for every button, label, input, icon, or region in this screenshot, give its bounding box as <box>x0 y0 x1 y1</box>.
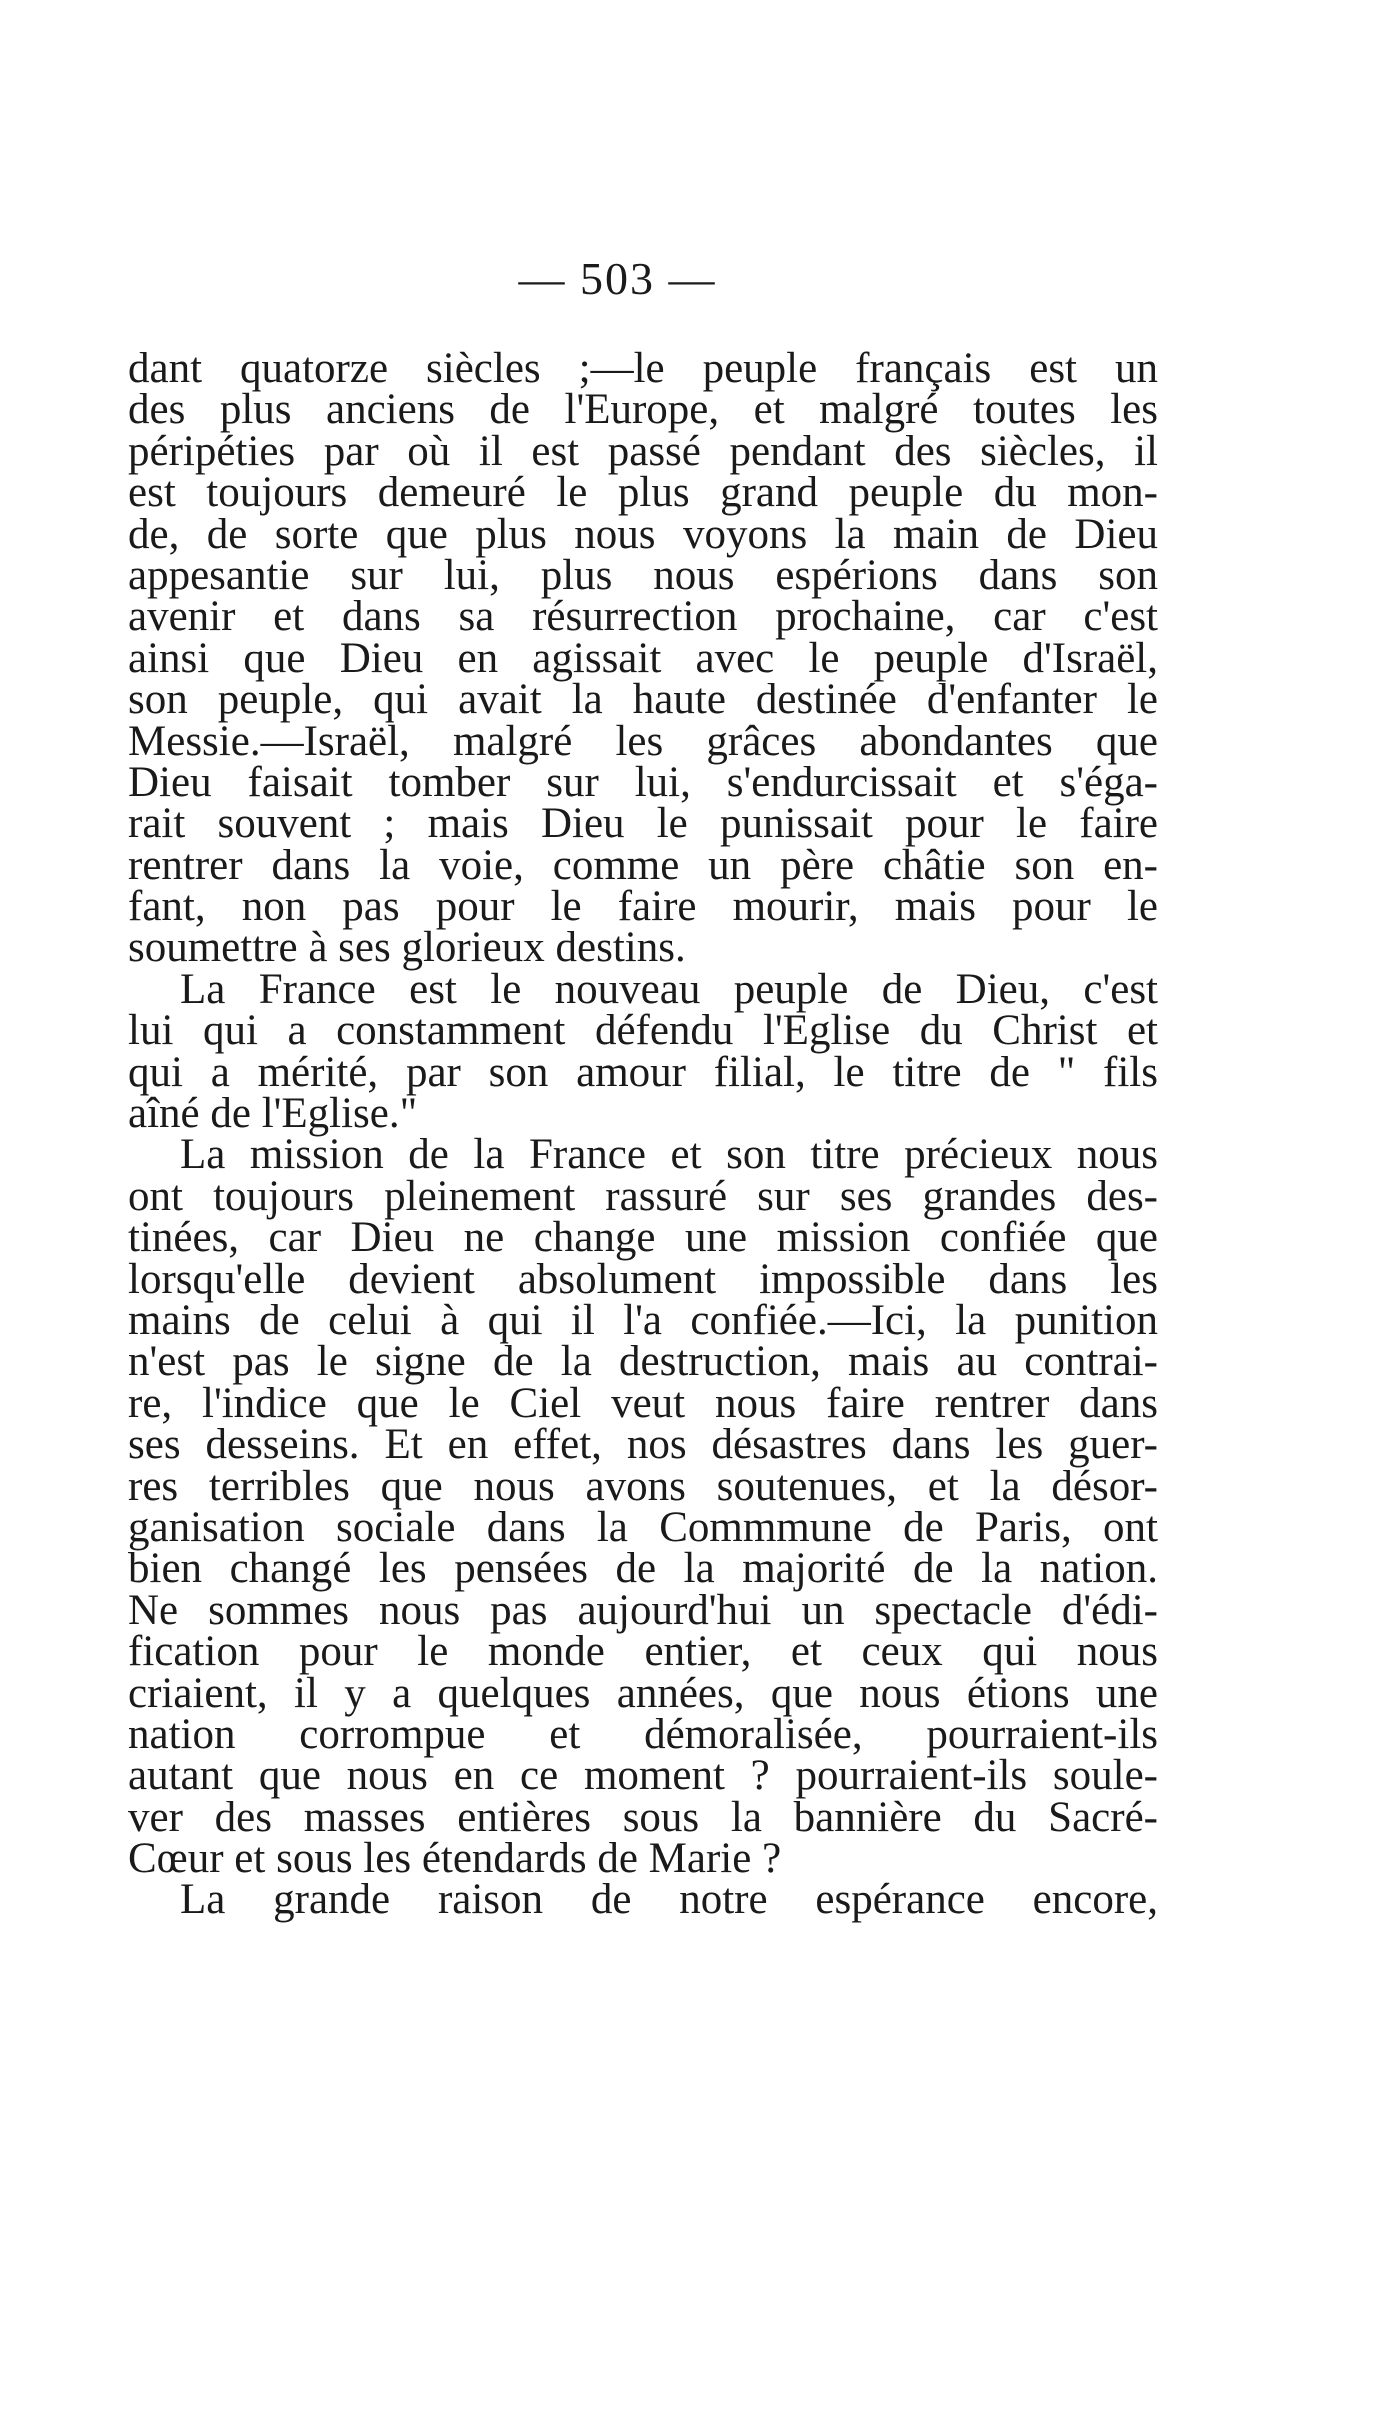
text-line: re, l'indice que le Ciel veut nous faire rentrer dans <box>128 1379 1158 1427</box>
text-line: des plus anciens de l'Europe, et malgré toutes les <box>128 386 1158 434</box>
text-line: tinées, car Dieu ne change une mission confiée que <box>128 1214 1158 1262</box>
text-line: aîné de l'Eglise." <box>128 1090 418 1138</box>
text-line: rentrer dans la voie, comme un père châtie son en- <box>128 841 1158 889</box>
text-line: de, de sorte que plus nous voyons la main de Dieu <box>128 510 1158 558</box>
text-line: est toujours demeuré le plus grand peuple du mon- <box>128 469 1158 517</box>
text-line: ganisation sociale dans la Commmune de Paris, ont <box>128 1503 1158 1551</box>
paragraph-first-line: La grande raison de notre espérance encore, <box>180 1876 1158 1924</box>
text-line: lui qui a constamment défendu l'Eglise du Christ et <box>128 1007 1158 1055</box>
text-line: avenir et dans sa résurrection prochaine, car c'est <box>128 593 1158 641</box>
text-line: dant quatorze siècles ;—le peuple français est un <box>128 345 1158 392</box>
paragraph-first-line: La mission de la France et son titre précieux nous <box>180 1131 1158 1179</box>
text-line: lorsqu'elle devient absolument impossible dans les <box>128 1255 1158 1303</box>
text-line: Dieu faisait tomber sur lui, s'endurcissait et s'éga- <box>128 758 1158 806</box>
text-line: ses desseins. Et en effet, nos désastres dans les guer- <box>128 1421 1158 1469</box>
text-line: res terribles que nous avons soutenues, et la désor- <box>128 1462 1158 1510</box>
text-line: péripéties par où il est passé pendant des siècles, il <box>128 427 1158 475</box>
text-line: fication pour le monde entier, et ceux qui nous <box>128 1628 1158 1676</box>
text-line: son peuple, qui avait la haute destinée d'enfanter le <box>128 676 1158 724</box>
paragraph-first-line: La France est le nouveau peuple de Dieu, c'est <box>180 965 1158 1013</box>
text-line: soumettre à ses glorieux destins. <box>128 924 686 972</box>
text-line: fant, non pas pour le faire mourir, mais pour le <box>128 883 1158 931</box>
text-line: Cœur et sous les étendards de Marie ? <box>128 1835 782 1883</box>
text-line: criaient, il y a quelques années, que nous étions une <box>128 1669 1158 1717</box>
body-text <box>128 345 1158 1924</box>
text-line: ont toujours pleinement rassuré sur ses grandes des- <box>128 1172 1158 1220</box>
text-line: Ne sommes nous pas aujourd'hui un spectacle d'édi- <box>128 1586 1158 1634</box>
text-line: ver des masses entières sous la bannière du Sacré- <box>128 1793 1158 1841</box>
text-line: mains de celui à qui il l'a confiée.—Ici, la punition <box>128 1296 1158 1344</box>
text-line: qui a mérité, par son amour filial, le titre de " fils <box>128 1048 1158 1096</box>
text-line: bien changé les pensées de la majorité de la nation. <box>128 1545 1158 1593</box>
text-line: Messie.—Israël, malgré les grâces abondantes que <box>128 717 1158 765</box>
text-line: autant que nous en ce moment ? pourraient-ils soule- <box>128 1752 1158 1800</box>
text-line: nation corrompue et démoralisée, pourraient-ils <box>128 1710 1158 1758</box>
text-line: n'est pas le signe de la destruction, mais au contrai- <box>128 1338 1158 1386</box>
text-line: ainsi que Dieu en agissait avec le peuple d'Israël, <box>128 634 1158 682</box>
text-line: appesantie sur lui, plus nous espérions dans son <box>128 551 1158 599</box>
text-line: rait souvent ; mais Dieu le punissait pour le faire <box>128 800 1158 848</box>
page-number: — 503 — <box>518 253 717 304</box>
